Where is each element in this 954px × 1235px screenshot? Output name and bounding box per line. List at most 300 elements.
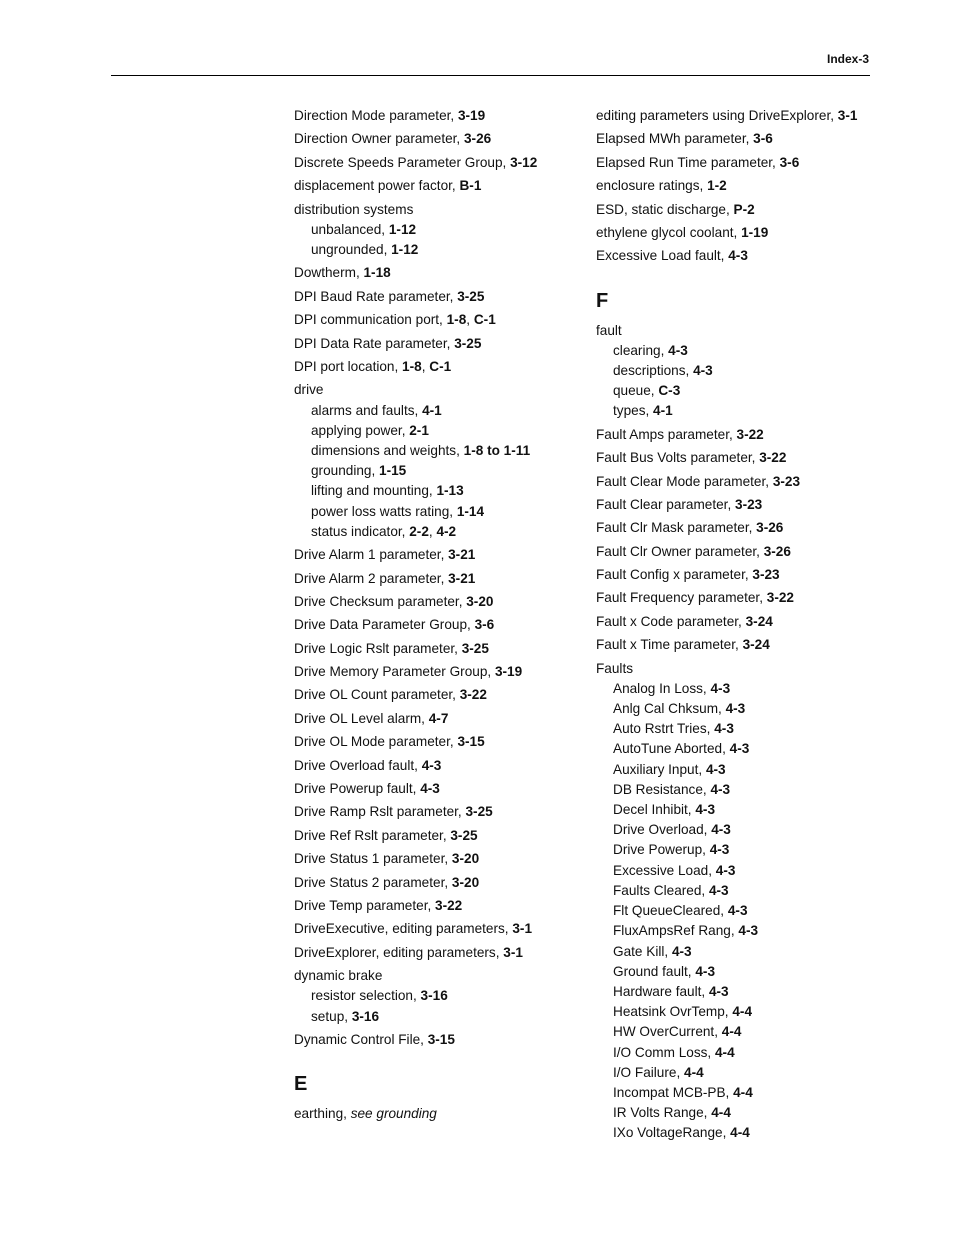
- page-reference: 3-23: [735, 496, 763, 512]
- index-subentry-text: Anlg Cal Chksum,: [613, 701, 726, 717]
- index-term-text: earthing,: [294, 1106, 351, 1122]
- page-reference: P-2: [733, 201, 755, 217]
- section-letter-e: E: [294, 1073, 308, 1096]
- index-subentry-text: Flt QueueCleared,: [613, 903, 728, 919]
- index-subentry: [596, 942, 896, 962]
- index-subentry-text: AutoTune Aborted,: [613, 741, 730, 757]
- index-subentry: [596, 962, 896, 982]
- index-subentry-text: types,: [613, 403, 654, 419]
- index-entry-fault-amps-parameter: [596, 425, 896, 445]
- index-subentry: [294, 461, 594, 481]
- index-entry-esd-static-discharge: [596, 200, 896, 220]
- index-term-text: Faults: [596, 660, 634, 676]
- index-term: [294, 1030, 594, 1050]
- index-term-text: Drive Alarm 2 parameter,: [294, 570, 449, 586]
- index-subentry-text: descriptions,: [613, 362, 694, 378]
- page-reference: 4-4: [714, 1044, 735, 1060]
- index-term: [596, 635, 896, 655]
- page-reference: 4-3: [725, 701, 746, 717]
- page-reference: 1-15: [379, 463, 407, 479]
- index-term-text: DriveExecutive, editing parameters,: [294, 921, 513, 937]
- index-term-text: Excessive Load fault,: [596, 248, 729, 264]
- index-entry-direction-owner-parameter: [294, 129, 594, 149]
- page-reference: 4-3: [708, 983, 729, 999]
- index-term-text: Fault x Code parameter,: [596, 613, 746, 629]
- index-subentry: [596, 679, 896, 699]
- index-subentry: [596, 840, 896, 860]
- index-term-text: Fault Clear Mode parameter,: [596, 473, 773, 489]
- page-reference: 4-2: [436, 523, 457, 539]
- index-term-text: Fault Bus Volts parameter,: [596, 450, 760, 466]
- page-reference: 3-23: [772, 473, 801, 489]
- index-term: [294, 1104, 594, 1124]
- page-reference: 3-19: [494, 664, 523, 680]
- index-entry-drive-overload-fault: [294, 756, 594, 776]
- page-reference: 3-20: [451, 851, 480, 867]
- page-reference: 3-22: [435, 897, 463, 913]
- index-subentry: [596, 1002, 896, 1022]
- index-entry-dpi-baud-rate-parameter: [294, 287, 594, 307]
- index-entry-dynamic-brake: [294, 966, 594, 1027]
- index-term: [294, 106, 594, 126]
- index-term: [294, 756, 594, 776]
- index-entry-drive-powerup-fault: [294, 779, 594, 799]
- index-subentry: [294, 401, 594, 421]
- page-reference: 4-3: [711, 822, 731, 838]
- index-subentry-text: applying power,: [311, 422, 410, 438]
- page-reference: B-1: [459, 178, 482, 194]
- page-reference: 4-3: [671, 943, 692, 959]
- page-reference: 3-22: [459, 687, 487, 703]
- page-reference: 4-4: [732, 1004, 753, 1020]
- index-subentry-text: Auto Rstrt Tries,: [613, 721, 715, 737]
- index-subentry: [596, 719, 896, 739]
- page-reference: 3-25: [450, 827, 478, 843]
- index-term: [294, 592, 594, 612]
- page-reference: 3-25: [454, 335, 482, 351]
- index-entry-editing-parameters-using-driveexplorer: [596, 106, 896, 126]
- index-term: [294, 662, 594, 682]
- index-term-text: DPI port location,: [294, 358, 403, 374]
- page-reference: 4-3: [695, 963, 716, 979]
- index-term-text: Drive Alarm 1 parameter,: [294, 547, 449, 563]
- page-reference: 3-15: [457, 734, 485, 750]
- page-reference: 4-1: [422, 402, 442, 418]
- section-letter-f: F: [596, 289, 609, 312]
- index-term-text: Drive Data Parameter Group,: [294, 617, 475, 633]
- index-term: [294, 966, 594, 986]
- index-entry-faults: [596, 659, 896, 1144]
- index-term-text: Drive OL Count parameter,: [294, 687, 460, 703]
- index-entry-drive-memory-parameter-group: [294, 662, 594, 682]
- index-term: [294, 176, 594, 196]
- index-entry-fault-bus-volts-parameter: [596, 448, 896, 468]
- page-reference: 3-16: [351, 1008, 380, 1024]
- index-entry-driveexplorer-editing-parameters: [294, 943, 594, 963]
- index-entry-driveexecutive-editing-parameters: [294, 919, 594, 939]
- page-reference: 1-19: [741, 224, 769, 240]
- index-term-text: Drive Ref Rslt parameter,: [294, 827, 451, 843]
- index-subentry-text: Auxiliary Input,: [613, 761, 706, 777]
- page-reference: 4-3: [728, 248, 748, 264]
- page-reference: 1-2: [707, 178, 727, 194]
- index-subentry: [294, 421, 594, 441]
- page-reference: 3-26: [763, 543, 791, 559]
- index-subentry-text: ungrounded,: [311, 241, 392, 257]
- index-term-text: Drive Checksum parameter,: [294, 593, 467, 609]
- page-reference: 3-1: [503, 944, 523, 960]
- index-term: [294, 709, 594, 729]
- index-subentry-text: DB Resistance,: [613, 781, 711, 797]
- index-subentry: [294, 441, 594, 461]
- index-term: [294, 873, 594, 893]
- index-entry-displacement-power-factor: [294, 176, 594, 196]
- index-subentry: [294, 240, 594, 260]
- index-term: [596, 612, 896, 632]
- index-term-text: Drive Status 2 parameter,: [294, 874, 452, 890]
- index-term-text: Drive Status 1 parameter,: [294, 851, 452, 867]
- index-term: [294, 779, 594, 799]
- index-subentry: [596, 1063, 896, 1083]
- page-reference: 4-4: [730, 1125, 750, 1141]
- index-term: [294, 380, 594, 400]
- index-subentry: [596, 401, 896, 421]
- index-subentry-text: Hardware fault,: [613, 983, 709, 999]
- index-term-text: Elapsed Run Time parameter,: [596, 154, 780, 170]
- index-term-text: DPI communication port,: [294, 312, 447, 328]
- index-subentry-text: status indicator,: [311, 523, 410, 539]
- index-entry-drive-ol-count-parameter: [294, 685, 594, 705]
- index-term: [294, 129, 594, 149]
- index-entry-fault-x-time-parameter: [596, 635, 896, 655]
- page-reference: 4-3: [710, 680, 731, 696]
- index-term: [294, 919, 594, 939]
- index-subentry: [596, 820, 896, 840]
- index-subentry-text: Drive Overload,: [613, 822, 712, 838]
- page-reference: 3-6: [753, 131, 773, 147]
- page-reference: 3-20: [451, 874, 480, 890]
- index-entry-fault-clr-mask-parameter: [596, 518, 896, 538]
- index-term-text: Drive Logic Rslt parameter,: [294, 640, 462, 656]
- index-entry-drive-status-2-parameter: [294, 873, 594, 893]
- page-reference: 3-1: [512, 921, 533, 937]
- index-term: [294, 943, 594, 963]
- page-reference: 4-3: [709, 842, 730, 858]
- index-subentry-text: lifting and mounting,: [311, 483, 437, 499]
- index-entry-elapsed-mwh-parameter: [596, 129, 896, 149]
- index-term: [596, 542, 896, 562]
- page-reference: 4-3: [693, 362, 713, 378]
- index-entry-enclosure-ratings: [596, 176, 896, 196]
- page-reference: 3-22: [766, 590, 794, 606]
- index-term: [294, 287, 594, 307]
- index-entry-drive-temp-parameter: [294, 896, 594, 916]
- page-reference: 4-4: [684, 1064, 704, 1080]
- page-reference: 4-1: [653, 403, 673, 419]
- index-term-text: fault: [596, 322, 622, 338]
- index-entry-drive-checksum-parameter: [294, 592, 594, 612]
- page-reference: 3-21: [448, 547, 476, 563]
- page-reference: 4-3: [714, 721, 734, 737]
- index-term-text: DPI Baud Rate parameter,: [294, 288, 458, 304]
- cross-reference: see grounding: [350, 1106, 437, 1122]
- index-term: [294, 334, 594, 354]
- index-subentry-text: Incompat MCB-PB,: [613, 1084, 734, 1100]
- page-reference: 3-25: [461, 640, 489, 656]
- index-column-left: [294, 106, 594, 1128]
- index-subentry-text: setup,: [311, 1008, 352, 1024]
- index-subentry: [294, 502, 594, 522]
- index-entry-fault-clear-mode-parameter: [596, 472, 896, 492]
- index-entry-drive-alarm-1-parameter: [294, 545, 594, 565]
- page-reference: 4-3: [420, 781, 440, 797]
- index-term: [596, 153, 896, 173]
- index-term: [294, 615, 594, 635]
- index-term: [596, 495, 896, 515]
- page-reference: 4-3: [710, 781, 731, 797]
- page-reference: 4-3: [729, 741, 750, 757]
- index-subentry-text: clearing,: [613, 342, 669, 358]
- index-term: [596, 200, 896, 220]
- page-reference: 3-21: [448, 570, 476, 586]
- page-reference: 3-25: [457, 288, 485, 304]
- index-term-text: editing parameters using DriveExplorer,: [596, 108, 838, 123]
- page-reference: 3-25: [465, 804, 493, 820]
- index-subentry: [596, 800, 896, 820]
- index-term-text: Drive Temp parameter,: [294, 897, 436, 913]
- index-term: [294, 685, 594, 705]
- index-term-text: enclosure ratings,: [596, 178, 708, 194]
- index-subentry-text: HW OverCurrent,: [613, 1024, 722, 1040]
- index-entry-fault: [596, 321, 896, 422]
- index-term: [294, 153, 594, 173]
- page-reference: 3-20: [466, 593, 494, 609]
- index-term: [596, 246, 896, 266]
- index-subentry-text: alarms and faults,: [311, 402, 423, 418]
- index-entry-distribution-systems: [294, 200, 594, 261]
- index-entry-elapsed-run-time-parameter: [596, 153, 896, 173]
- index-subentry-text: I/O Comm Loss,: [613, 1044, 715, 1060]
- index-entry-fault-x-code-parameter: [596, 612, 896, 632]
- index-term-text: Direction Mode parameter,: [294, 108, 458, 123]
- page-reference: 3-24: [745, 613, 773, 629]
- page-reference: 4-3: [715, 862, 736, 878]
- index-term-text: Fault Clr Mask parameter,: [596, 520, 757, 536]
- index-entry-drive-ref-rslt-parameter: [294, 826, 594, 846]
- index-subentry: [596, 861, 896, 881]
- index-entry-earthing: [294, 1104, 594, 1124]
- index-subentry: [596, 381, 896, 401]
- index-subentry-text: Faults Cleared,: [613, 882, 709, 898]
- index-subentry: [294, 986, 594, 1006]
- page-reference: 3-1: [837, 108, 858, 123]
- page-reference: 3-12: [510, 154, 538, 170]
- page-reference: 3-6: [474, 617, 495, 633]
- index-subentry: [596, 780, 896, 800]
- index-term: [596, 223, 896, 243]
- index-term: [596, 565, 896, 585]
- index-subentry-text: IR Volts Range,: [613, 1105, 712, 1121]
- page-reference: 4-3: [738, 923, 759, 939]
- index-subentry: [596, 699, 896, 719]
- index-term: [294, 639, 594, 659]
- index-term: [294, 732, 594, 752]
- index-subentry: [596, 361, 896, 381]
- page-reference: 1-8: [402, 358, 422, 374]
- index-subentry: [596, 341, 896, 361]
- index-entry-drive: [294, 380, 594, 542]
- index-subentry: [294, 481, 594, 501]
- index-term: DPI port location, 1-8, C-1: [294, 358, 452, 374]
- index-entry-drive-status-1-parameter: [294, 849, 594, 869]
- index-subentry-text: Ground fault,: [613, 963, 696, 979]
- index-term: [596, 106, 896, 126]
- page-reference: 3-16: [420, 988, 448, 1004]
- index-subentry-text: Excessive Load,: [613, 862, 716, 878]
- index-term: [294, 569, 594, 589]
- index-entry-dowtherm: [294, 263, 594, 283]
- index-term: [596, 659, 896, 679]
- index-term-text: Discrete Speeds Parameter Group,: [294, 154, 511, 170]
- index-subentry: status indicator, 2-2, 4-2: [311, 523, 457, 539]
- index-term-text: Drive Powerup fault,: [294, 781, 421, 797]
- page-reference: 1-12: [388, 221, 417, 237]
- index-subentry-text: Analog In Loss,: [613, 680, 711, 696]
- index-subentry-text: Drive Powerup,: [613, 842, 710, 858]
- index-subentry: [596, 921, 896, 941]
- page-reference: 4-3: [705, 761, 726, 777]
- header-divider: [111, 75, 870, 76]
- page-reference: 2-1: [409, 422, 429, 438]
- page-reference: 1-8: [446, 312, 467, 328]
- index-subentry: [596, 1022, 896, 1042]
- page-reference: 3-26: [464, 131, 492, 147]
- index-entry-drive-alarm-2-parameter: [294, 569, 594, 589]
- index-term: DPI communication port, 1-8, C-1: [294, 312, 496, 328]
- page-reference: 4-4: [733, 1084, 753, 1100]
- index-term-text: Elapsed MWh parameter,: [596, 131, 754, 147]
- index-column-right: [596, 106, 896, 1147]
- index-subentry: [596, 760, 896, 780]
- index-term-text: DriveExplorer, editing parameters,: [294, 944, 504, 960]
- index-entry-dpi-port-location: [294, 357, 594, 377]
- page-reference: 4-4: [711, 1105, 731, 1121]
- index-entry-dynamic-control-file: [294, 1030, 594, 1050]
- index-subentry: [294, 1007, 594, 1027]
- index-term: [596, 518, 896, 538]
- index-term: [596, 129, 896, 149]
- index-subentry: [596, 1083, 896, 1103]
- index-term: [294, 896, 594, 916]
- index-subentry: [596, 982, 896, 1002]
- index-entry-discrete-speeds-parameter-group: [294, 153, 594, 173]
- index-term-text: drive: [294, 382, 324, 398]
- index-subentry-text: Decel Inhibit,: [613, 802, 696, 818]
- page-reference: C-1: [473, 312, 496, 328]
- index-subentry: [596, 901, 896, 921]
- index-entry-drive-ramp-rslt-parameter: [294, 802, 594, 822]
- index-term-text: dynamic brake: [294, 968, 383, 984]
- index-subentry-text: Gate Kill,: [613, 943, 672, 959]
- index-entry-dpi-communication-port: [294, 310, 594, 330]
- index-term-text: DPI Data Rate parameter,: [294, 335, 455, 351]
- index-term: [596, 425, 896, 445]
- page-reference: 4-3: [668, 342, 688, 358]
- index-subentry: [294, 220, 594, 240]
- index-term-text: displacement power factor,: [294, 178, 460, 194]
- index-subentry-text: power loss watts rating,: [311, 503, 457, 519]
- page-reference: 3-6: [779, 154, 800, 170]
- index-entry-drive-ol-level-alarm: [294, 709, 594, 729]
- page-reference: 4-4: [721, 1024, 742, 1040]
- index-subentry-text: Heatsink OvrTemp,: [613, 1004, 733, 1020]
- index-subentry: [596, 1103, 896, 1123]
- index-term: [294, 802, 594, 822]
- page-reference: 4-7: [428, 710, 449, 726]
- index-subentry-text: FluxAmpsRef Rang,: [613, 923, 739, 939]
- index-term-text: Fault Config x parameter,: [596, 567, 753, 583]
- page-reference: 4-3: [708, 882, 729, 898]
- index-subentry-text: resistor selection,: [311, 988, 421, 1004]
- index-term-text: Dowtherm,: [294, 265, 364, 281]
- index-term: [294, 849, 594, 869]
- index-term-text: Fault Frequency parameter,: [596, 590, 767, 606]
- index-entry-fault-clr-owner-parameter: [596, 542, 896, 562]
- index-entry-fault-frequency-parameter: [596, 588, 896, 608]
- index-term-text: Fault Amps parameter,: [596, 426, 737, 442]
- index-term-text: ESD, static discharge,: [596, 201, 734, 217]
- index-entry-dpi-data-rate-parameter: [294, 334, 594, 354]
- index-entry-fault-config-x-parameter: [596, 565, 896, 585]
- index-subentry-text: queue,: [613, 383, 659, 399]
- index-subentry: [596, 739, 896, 759]
- index-term-text: Drive Ramp Rslt parameter,: [294, 804, 466, 820]
- index-subentry-text: grounding,: [311, 463, 380, 479]
- page-reference: 3-15: [427, 1031, 455, 1047]
- index-term-text: Direction Owner parameter,: [294, 131, 464, 147]
- index-term: [294, 263, 594, 283]
- index-term-text: Fault Clr Owner parameter,: [596, 543, 764, 559]
- index-term-text: Dynamic Control File,: [294, 1031, 428, 1047]
- index-term: [294, 545, 594, 565]
- index-term-text: Fault Clear parameter,: [596, 496, 736, 512]
- index-entry-drive-data-parameter-group: [294, 615, 594, 635]
- index-term: [294, 826, 594, 846]
- page-reference: 1-18: [363, 265, 391, 281]
- index-entry-direction-mode-parameter: [294, 106, 594, 126]
- index-subentry: [596, 1123, 896, 1143]
- page-reference: 1-8 to 1-11: [463, 442, 531, 458]
- index-term-text: Fault x Time parameter,: [596, 637, 743, 653]
- page-reference: C-3: [658, 383, 681, 399]
- page-reference: 3-26: [756, 520, 784, 536]
- page-reference: 3-22: [759, 450, 787, 466]
- index-term: [596, 588, 896, 608]
- page-reference: 1-14: [456, 503, 485, 519]
- index-term-text: Drive Memory Parameter Group,: [294, 664, 495, 680]
- index-entry-drive-logic-rslt-parameter: [294, 639, 594, 659]
- index-term-text: Drive OL Level alarm,: [294, 710, 429, 726]
- index-term: [596, 448, 896, 468]
- index-subentry-text: unbalanced,: [311, 221, 389, 237]
- index-subentry: [596, 1043, 896, 1063]
- index-subentry-text: I/O Failure,: [613, 1064, 685, 1080]
- page-reference: 4-3: [695, 802, 716, 818]
- page-reference: 3-24: [742, 637, 770, 653]
- index-subentry: [596, 881, 896, 901]
- index-term-text: Drive OL Mode parameter,: [294, 734, 458, 750]
- index-subentry-text: dimensions and weights,: [311, 442, 464, 458]
